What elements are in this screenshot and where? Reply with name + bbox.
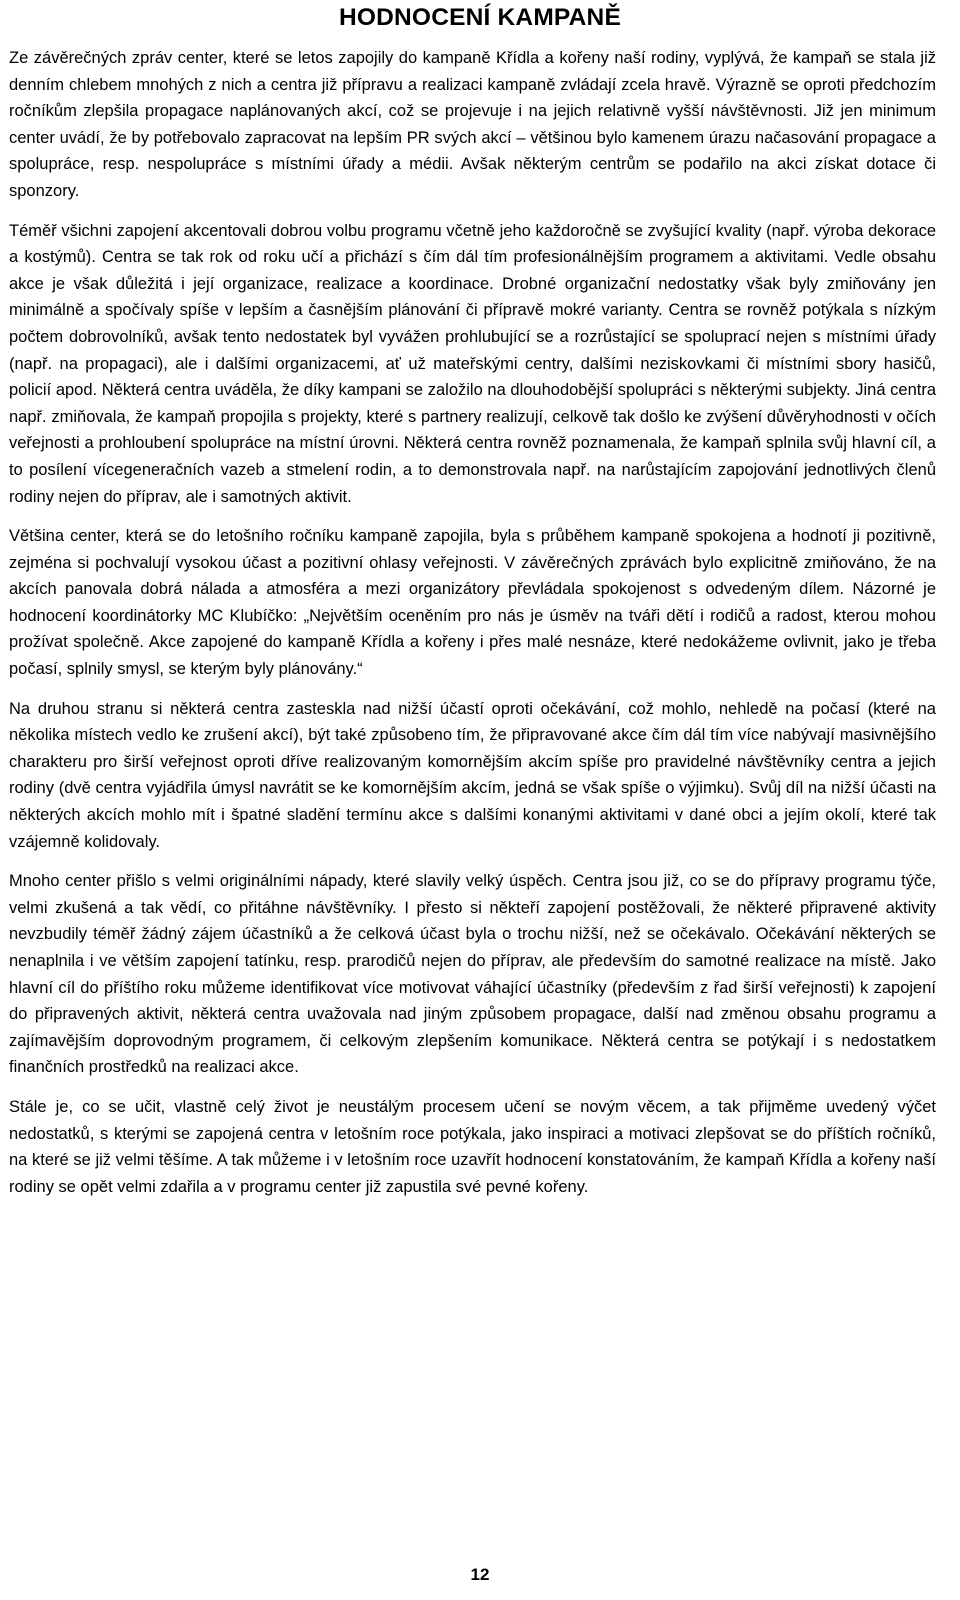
paragraph-4: Na druhou stranu si některá centra zasteskla nad nižší účastí oproti očekávání, což mohlo, nehledě na počasí (které na několika místech vedlo ke zrušení akcí), být také způsobeno tím, že připravované akce čím dál tím více nabývají masivnějšího charakteru pro širší veřejnost oproti dříve realizovaným komornějším akcím spíše pro pravidelné návštěvníky centra a jejich rodiny (dvě centra vyjádřila úmysl navrátit se ke komornějším akcím, jedná se však spíše o výjimku). Svůj díl na nižší účasti na některých akcích mohlo mít i špatné sladění termínu akce s dalšími konanými aktivitami v dané obci a jejím okolí, které tak vzájemně kolidovaly. xyxy=(9,699,936,851)
paragraph-6: Stále je, co se učit, vlastně celý život je neustálým procesem učení se novým věcem, a tak přijměme uvedený výčet nedostatků, s kterými se zapojená centra v letošním roce potýkala, jako inspiraci a motivaci zlepšovat se do příštích ročníků, na které se již velmi těšíme. A tak můžeme i v letošním roce uzavřít hodnocení konstatováním, že kampaň Křídla a kořeny naší rodiny se opět velmi zdařila a v programu center již zapustila své pevné kořeny. xyxy=(9,1097,936,1196)
document-title: HODNOCENÍ KAMPANĚ xyxy=(339,4,621,31)
paragraph-2: Téměř všichni zapojení akcentovali dobrou volbu programu včetně jeho každoročně se zvyšující kvality (např. výroba dekorace a kostýmů). Centra se tak rok od roku učí a přichází s čím dál tím profesionálnějším programem a aktivitami. Vedle obsahu akce je však důležitá i její organizace, realizace a koordinace. Drobné organizační nedostatky však byly zmiňovány jen minimálně a spočívaly spíše v lepším a časnějším plánování či přípravě mokré varianty. Centra se rovněž potýkala s nízkým počtem dobrovolníků, avšak tento nedostatek byl vyvážen prohlubující se a rozrůstající se spoluprací nejen s místními úřady (např. na propagaci), ale i dalšími organizacemi, ať už mateřskými centry, dalšími neziskovkami či místními sbory hasičů, policií apod. Některá centra uváděla, že díky kampani se založilo na dlouhodobější spolupráci s některými subjekty. Jiná centra např. zmiňovala, že kampaň propojila s projekty, které s partnery realizují, celkově tak došlo ke zvýšení důvěryhodnosti v očích veřejnosti a prohloubení spolupráce na místní úrovni. Některá centra rovněž poznamenala, že kampaň splnila svůj hlavní cíl, a to posílení vícegeneračních vazeb a stmelení rodin, a to demonstrovala např. na narůstajícím zapojování jednotlivých členů rodiny nejen do příprav, ale i samotných aktivit. xyxy=(9,221,936,506)
paragraph-1: Ze závěrečných zpráv center, které se letos zapojily do kampaně Křídla a kořeny naší rodiny, vyplývá, že kampaň se stala již denním chlebem mnohých z nich a centra již přípravu a realizaci kampaně zvládají zcela hravě. Výrazně se oproti předchozím ročníkům zlepšila propagace naplánovaných akcí, což se projevuje i na jejich relativně vyšší návštěvnosti. Již jen minimum center uvádí, že by potřebovalo zapracovat na lepším PR svých akcí – většinou bylo kamenem úrazu načasování propagace a spolupráce, resp. nespolupráce s místními úřady a médii. Avšak některým centrům se podařilo na akci získat dotace či sponzory. xyxy=(9,49,936,200)
page-number: 12 xyxy=(470,1565,490,1584)
document-body xyxy=(9,45,936,1213)
paragraph-5: Mnoho center přišlo s velmi originálními nápady, které slavily velký úspěch. Centra jsou již, co se do přípravy programu týče, velmi zkušená a tak vědí, co přitáhne návštěvníky. I přesto si někteří zapojení postěžovali, že některé připravené aktivity nevzbudily téměř žádný zájem účastníků a že celková účast byla o trochu nižší, než se očekávalo. Očekávání některých se nenaplnila i ve větším zapojení tatínku, resp. prarodičů nejen do příprav, ale především do samotné realizace na místě. Jako hlavní cíl do příštího roku můžeme identifikovat více motivovat váhající účastníky (především z řad širší veřejnosti) k zapojení do připravených aktivit, některá centra uvažovala nad jiným způsobem propagace, další nad změnou obsahu programu a zajímavějším doprovodným programem, či celkovým zlepšením komunikace. Některá centra se potýkají i s nedostatkem finančních prostředků na realizaci akce. xyxy=(9,872,936,1077)
paragraph-3: Většina center, která se do letošního ročníku kampaně zapojila, byla s průběhem kampaně spokojena a hodnotí ji pozitivně, zejména si pochvalují vysokou účast a pozitivní ohlasy veřejnosti. V závěrečných zprávách bylo explicitně zmiňováno, že na akcích panovala dobrá nálada a atmosféra a mezi organizátory převládala spokojenost s odvedeným dílem. Názorné je hodnocení koordinátorky MC Klubíčko: „Největším oceněním pro nás je úsměv na tváři dětí i rodičů a radost, kterou mohou prožívat společně. Akce zapojené do kampaně Křídla a kořeny i přes malé nesnáze, které nedokážeme ovlivnit, jako je třeba počasí, splnily smysl, se kterým byly plánovány.“ xyxy=(9,527,936,679)
